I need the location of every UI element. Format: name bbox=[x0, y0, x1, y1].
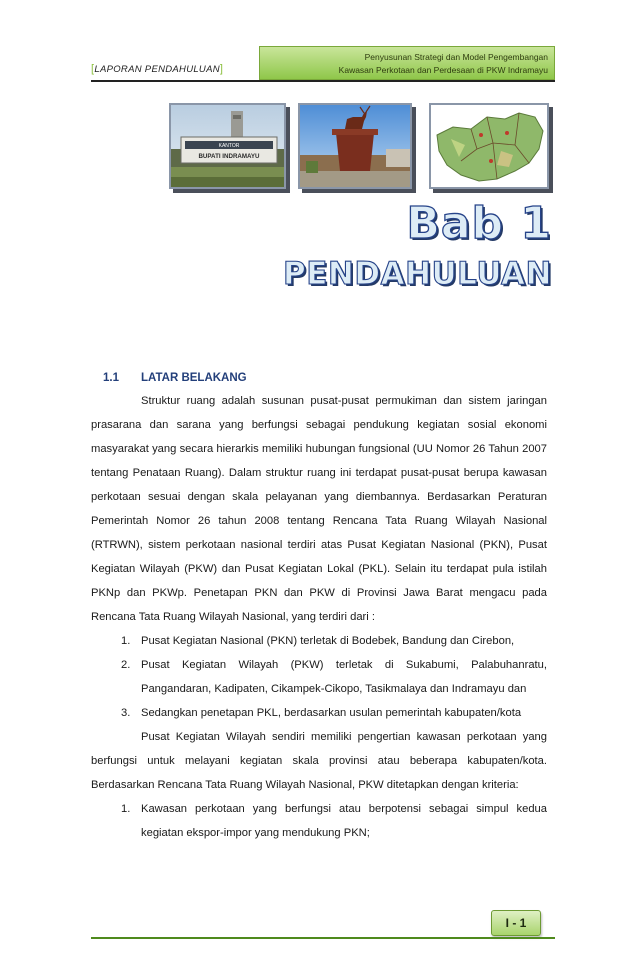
list-item: 3. Sedangkan penetapan PKL, berdasarkan usulan pemerintah kabupaten/kota bbox=[121, 707, 522, 719]
paragraph-1: Struktur ruang adalah susunan pusat-pusat permukiman dan sistem jaringan prasarana dan sarana yang berfungsi sebagai pendukung kegiatan sosial ekonomi masyarakat yang secara hierarkis memiliki hubungan fungsional (UU Nomor 26 Tahun 2007 tentang Penataan Ruang). Dalam struktur ruang ini terdapat pusat-pusat berupa kawasan perkotaan sesuai dengan skala pelayanan yang diembannya. Berdasarkan Peraturan Pemerintah Nomor 26 tahun 2008 tentang Rencana Tata Ruang Wilayah Nasional (RTRWN), sistem perkotaan nasional terdiri atas Pusat Kegiatan Nasional (PKN), Pusat Kegiatan Wilayah (PKW) dan Pusat Kegiatan Lokal (PKL). Selain itu terdapat pula istilah PKNp dan PKWp. Penetapan PKN dan PKW di Provinsi Jawa Barat mengacu pada Rencana Tata Ruang Wilayah Nasional, yang terdiri dari : bbox=[91, 395, 547, 623]
report-label-text: LAPORAN PENDAHULUAN bbox=[94, 63, 220, 75]
list-item: 1. Kawasan perkotaan yang berfungsi atau berpotensi sebagai simpul kedua kegiatan ekspor-impor yang mendukung PKN; bbox=[121, 803, 547, 839]
header-rule bbox=[91, 80, 555, 82]
section-number: 1.1 bbox=[103, 372, 119, 384]
header-title-line2: Kawasan Perkotaan dan Perdesaan di PKW Indramayu bbox=[338, 65, 548, 75]
header-report-label bbox=[91, 58, 223, 80]
pkw-criteria-list bbox=[91, 797, 547, 845]
regional-map-photo bbox=[429, 103, 549, 189]
section-title: LATAR BELAKANG bbox=[141, 372, 247, 384]
paragraph-2: Pusat Kegiatan Wilayah sendiri memiliki pengertian kawasan perkotaan yang berfungsi untuk melayani kegiatan skala provinsi atau beberapa kabupaten/kota. Berdasarkan Rencana Tata Ruang Wilayah Nasional, PKW ditetapkan dengan kriteria: bbox=[91, 731, 547, 791]
footer-rule bbox=[91, 937, 555, 939]
bracket-close: ] bbox=[219, 63, 224, 75]
body-text bbox=[91, 389, 547, 845]
list-item: 1. Pusat Kegiatan Nasional (PKN) terletak di Bodebek, Bandung dan Cirebon, bbox=[121, 635, 515, 647]
svg-text:KANTOR: KANTOR bbox=[218, 143, 240, 149]
svg-text:BUPATI INDRAMAYU: BUPATI INDRAMAYU bbox=[198, 153, 260, 160]
office-building-photo bbox=[169, 103, 286, 189]
chapter-title: PENDAHULUAN bbox=[283, 256, 552, 292]
deer-monument-photo bbox=[298, 103, 412, 189]
list-item: 2. Pusat Kegiatan Wilayah (PKW) terletak di Sukabumi, Palabuhanratu, Pangandaran, Kadipaten, Cikampek-Cikopo, Tasikmalaya dan Indramayu dan bbox=[121, 659, 547, 695]
header-title-box bbox=[259, 46, 555, 80]
pkn-pkw-list bbox=[91, 629, 547, 725]
bracket-open: [ bbox=[91, 63, 95, 75]
section-heading bbox=[103, 372, 247, 384]
chapter-label: Bab 1 bbox=[406, 198, 552, 249]
page-number-badge: I - 1 bbox=[491, 910, 541, 936]
header-title-line1: Penyusunan Strategi dan Model Pengembangan bbox=[364, 52, 548, 62]
